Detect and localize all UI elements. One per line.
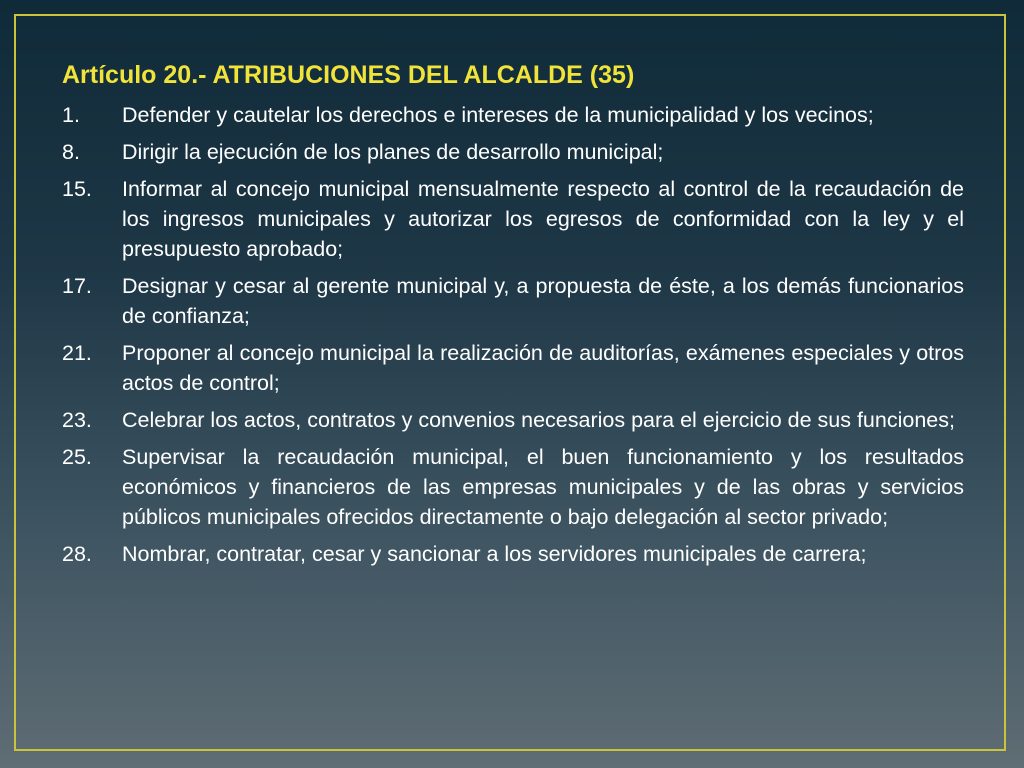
list-item bbox=[62, 100, 964, 130]
item-text: Defender y cautelar los derechos e intereses de la municipalidad y los vecinos; bbox=[122, 103, 874, 127]
item-text: Designar y cesar al gerente municipal y, a propuesta de éste, a los demás funcionarios de confianza; bbox=[122, 274, 964, 328]
list-item bbox=[62, 442, 964, 532]
item-text: Nombrar, contratar, cesar y sancionar a los servidores municipales de carrera; bbox=[122, 542, 867, 566]
item-text: Dirigir la ejecución de los planes de desarrollo municipal; bbox=[122, 140, 664, 164]
item-number: 17. bbox=[62, 274, 92, 298]
slide-content bbox=[62, 58, 964, 576]
item-text: Supervisar la recaudación municipal, el buen funcionamiento y los resultados económicos y financieros de las empresas municipales y de las obras y servicios públicos municipales ofrecidos directamente o bajo delegación al sector privado; bbox=[122, 445, 964, 529]
item-number: 1. bbox=[62, 103, 80, 127]
list-item bbox=[62, 137, 964, 167]
list-item bbox=[62, 539, 964, 569]
attributions-list bbox=[62, 100, 964, 569]
slide-title: Artículo 20.- ATRIBUCIONES DEL ALCALDE (35) bbox=[62, 61, 635, 89]
item-number: 8. bbox=[62, 140, 80, 164]
list-item bbox=[62, 405, 964, 435]
item-text: Informar al concejo municipal mensualmente respecto al control de la recaudación de los ingresos municipales y autorizar los egresos de conformidad con la ley y el presupuesto aprobado; bbox=[122, 177, 964, 261]
item-text: Celebrar los actos, contratos y convenios necesarios para el ejercicio de sus funciones; bbox=[122, 408, 955, 432]
item-number: 23. bbox=[62, 408, 92, 432]
item-number: 28. bbox=[62, 542, 92, 566]
item-number: 15. bbox=[62, 177, 92, 201]
item-number: 25. bbox=[62, 445, 92, 469]
list-item bbox=[62, 271, 964, 331]
list-item bbox=[62, 174, 964, 264]
item-number: 21. bbox=[62, 341, 92, 365]
item-text: Proponer al concejo municipal la realización de auditorías, exámenes especiales y otros actos de control; bbox=[122, 341, 964, 395]
list-item bbox=[62, 338, 964, 398]
